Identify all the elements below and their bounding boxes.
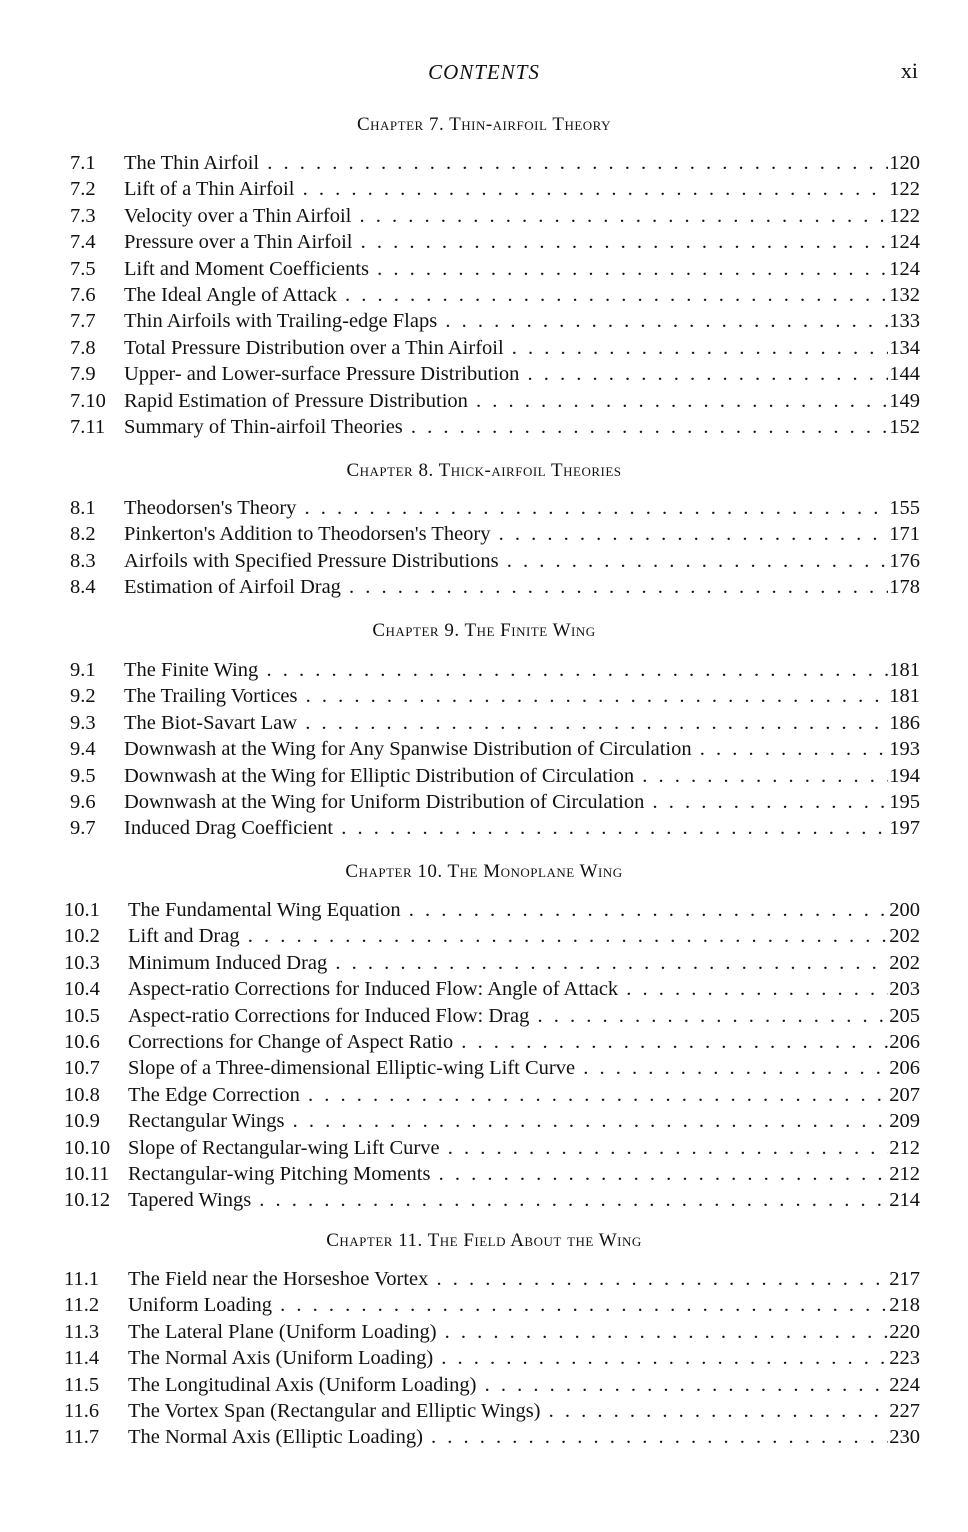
section-number: 8.2	[70, 523, 96, 546]
toc-entry	[0, 574, 968, 600]
toc-entry	[0, 1055, 968, 1081]
toc-entry	[0, 736, 968, 762]
toc-entry	[0, 1266, 968, 1292]
section-page: 124	[889, 231, 920, 254]
section-number: 11.5	[64, 1373, 100, 1396]
section-number: 9.2	[70, 685, 96, 708]
toc-entry	[0, 256, 968, 282]
section-number: 10.9	[64, 1110, 100, 1133]
toc-entry	[0, 950, 968, 976]
section-title: The Field near the Horseshoe Vortex . . .	[128, 1266, 888, 1292]
section-title: Slope of a Three-dimensional Elliptic-wing Lift Curve . . .	[128, 1055, 888, 1081]
section-page: 149	[889, 389, 920, 412]
section-page: 202	[889, 951, 920, 974]
section-title: The Edge Correction . . .	[128, 1082, 888, 1108]
section-number: 7.7	[70, 310, 96, 333]
section-page: 207	[889, 1083, 920, 1106]
section-number: 8.4	[70, 576, 96, 599]
toc-entry	[0, 976, 968, 1002]
toc-entry	[0, 789, 968, 815]
section-page: 178	[889, 576, 920, 599]
toc-entry	[0, 897, 968, 923]
section-title: The Ideal Angle of Attack . . .	[124, 282, 888, 308]
section-title: Tapered Wings . . .	[128, 1187, 888, 1213]
section-number: 9.5	[70, 764, 96, 787]
section-title: Pinkerton's Addition to Theodorsen's Theory . . .	[124, 521, 888, 547]
toc-entry	[0, 1082, 968, 1108]
chapter-heading: Chapter 11. The Field About the Wing	[326, 1230, 642, 1251]
toc-entry	[0, 1187, 968, 1213]
section-number: 7.5	[70, 257, 96, 280]
section-page: 218	[889, 1294, 920, 1317]
section-number: 10.4	[64, 978, 100, 1001]
section-page: 205	[889, 1004, 920, 1027]
section-number: 9.3	[70, 711, 96, 734]
section-page: 202	[889, 925, 920, 948]
section-title: Thin Airfoils with Trailing-edge Flaps . . .	[124, 308, 888, 334]
section-number: 7.9	[70, 363, 96, 386]
section-page: 132	[889, 283, 920, 306]
section-number: 7.11	[70, 415, 106, 438]
toc-entry	[0, 1292, 968, 1318]
section-number: 11.2	[64, 1294, 100, 1317]
section-title: Rapid Estimation of Pressure Distribution . . .	[124, 388, 888, 414]
section-page: 122	[889, 178, 920, 201]
section-number: 11.4	[64, 1347, 100, 1370]
section-number: 11.1	[64, 1268, 100, 1290]
toc-entry	[0, 521, 968, 547]
chapter-heading: Chapter 7. Thin-airfoil Theory	[356, 114, 612, 135]
toc-entry	[0, 495, 968, 521]
section-number: 10.12	[64, 1189, 111, 1212]
section-title: Airfoils with Specified Pressure Distributions . . .	[124, 548, 888, 574]
section-title: Total Pressure Distribution over a Thin Airfoil . . .	[124, 335, 888, 361]
section-title: Induced Drag Coefficient . . .	[124, 815, 888, 841]
section-page: 220	[889, 1320, 920, 1343]
section-title: Upper- and Lower-surface Pressure Distribution . . .	[124, 361, 888, 387]
section-title: The Normal Axis (Elliptic Loading) . . .	[128, 1424, 888, 1450]
toc-entry	[0, 1003, 968, 1029]
section-title: Velocity over a Thin Airfoil . . .	[124, 203, 888, 229]
section-page: 152	[889, 415, 920, 438]
chapter-heading: Chapter 8. Thick-airfoil Theories	[346, 460, 622, 481]
chapter-heading: Chapter 9. The Finite Wing	[372, 620, 596, 641]
section-title: Downwash at the Wing for Elliptic Distribution of Circulation . . .	[124, 763, 888, 789]
section-title: Theodorsen's Theory . . .	[124, 495, 888, 521]
section-number: 7.3	[70, 204, 96, 227]
chapter-entries	[0, 1266, 968, 1451]
section-title: Lift of a Thin Airfoil . . .	[124, 176, 888, 202]
toc-entry	[0, 1398, 968, 1424]
section-number: 11.6	[64, 1399, 100, 1422]
toc-entry	[0, 1108, 968, 1134]
section-number: 7.1	[70, 152, 96, 174]
section-number: 10.8	[64, 1083, 100, 1106]
section-page: 212	[889, 1136, 920, 1159]
section-page: 227	[889, 1399, 920, 1422]
section-page: 144	[889, 363, 920, 386]
section-page: 193	[889, 738, 920, 761]
section-page: 217	[889, 1268, 920, 1290]
toc-entry	[0, 815, 968, 841]
section-number: 9.4	[70, 738, 96, 761]
section-page: 214	[889, 1189, 920, 1212]
section-title: The Longitudinal Axis (Uniform Loading) . . .	[128, 1372, 888, 1398]
toc-entry	[0, 388, 968, 414]
page-number: xi	[900, 58, 918, 83]
section-number: 10.2	[64, 925, 100, 948]
section-title: The Biot-Savart Law . . .	[124, 710, 888, 736]
section-number: 7.2	[70, 178, 96, 201]
section-number: 10.1	[64, 899, 100, 921]
section-title: Pressure over a Thin Airfoil . . .	[124, 229, 888, 255]
toc-entry	[0, 1319, 968, 1345]
section-number: 8.1	[70, 497, 96, 519]
section-title: Aspect-ratio Corrections for Induced Flow: Drag . . .	[128, 1003, 888, 1029]
chapter-entries	[0, 897, 968, 1214]
section-title: The Trailing Vortices . . .	[124, 683, 888, 709]
section-number: 11.3	[64, 1320, 100, 1343]
toc-entry	[0, 282, 968, 308]
toc-entry	[0, 1345, 968, 1371]
section-title: Uniform Loading . . .	[128, 1292, 888, 1318]
section-page: 122	[889, 204, 920, 227]
section-number: 9.7	[70, 817, 96, 840]
section-number: 9.1	[70, 659, 96, 681]
toc-entry	[0, 548, 968, 574]
toc-entry	[0, 1029, 968, 1055]
section-number: 7.10	[70, 389, 106, 412]
section-page: 120	[889, 152, 920, 174]
toc-entry	[0, 710, 968, 736]
section-number: 10.5	[64, 1004, 100, 1027]
section-title: Downwash at the Wing for Uniform Distribution of Circulation . . .	[124, 789, 888, 815]
section-number: 10.11	[64, 1162, 110, 1185]
toc-entry	[0, 361, 968, 387]
toc-entry	[0, 657, 968, 683]
section-page: 203	[889, 978, 920, 1001]
toc-entry	[0, 414, 968, 440]
section-title: Summary of Thin-airfoil Theories . . .	[124, 414, 888, 440]
toc-entry	[0, 923, 968, 949]
section-page: 197	[889, 817, 920, 840]
toc-entry	[0, 150, 968, 176]
section-title: Rectangular Wings . . .	[128, 1108, 888, 1134]
toc-entry	[0, 1372, 968, 1398]
section-page: 186	[889, 711, 920, 734]
section-page: 181	[889, 685, 920, 708]
toc-entry	[0, 1135, 968, 1161]
section-page: 124	[889, 257, 920, 280]
toc-entry	[0, 1161, 968, 1187]
section-title: Downwash at the Wing for Any Spanwise Distribution of Circulation . . .	[124, 736, 888, 762]
section-page: 230	[889, 1426, 920, 1449]
section-number: 7.4	[70, 231, 96, 254]
toc-entry	[0, 763, 968, 789]
section-title: The Thin Airfoil . . .	[124, 150, 888, 176]
toc-entry	[0, 203, 968, 229]
section-number: 10.10	[64, 1136, 111, 1159]
chapter-entries	[0, 657, 968, 842]
section-page: 224	[889, 1373, 920, 1396]
section-page: 194	[889, 764, 920, 787]
chapter-heading: Chapter 10. The Monoplane Wing	[345, 861, 623, 882]
section-title: The Normal Axis (Uniform Loading) . . .	[128, 1345, 888, 1371]
section-page: 176	[889, 549, 920, 572]
section-page: 134	[889, 336, 920, 359]
section-page: 206	[889, 1030, 920, 1053]
section-page: 171	[889, 523, 920, 546]
page-header	[0, 58, 968, 88]
section-number: 7.8	[70, 336, 96, 359]
section-title: The Lateral Plane (Uniform Loading) . . .	[128, 1319, 888, 1345]
chapter-entries	[0, 150, 968, 440]
toc-entry	[0, 1424, 968, 1450]
section-title: The Finite Wing . . .	[124, 657, 888, 683]
section-page: 133	[889, 310, 920, 333]
toc-entry	[0, 335, 968, 361]
section-number: 9.6	[70, 790, 96, 813]
section-number: 8.3	[70, 549, 96, 572]
toc-entry	[0, 683, 968, 709]
section-title: Lift and Drag . . .	[128, 923, 888, 949]
section-title: Estimation of Airfoil Drag . . .	[124, 574, 888, 600]
toc-entry	[0, 176, 968, 202]
section-title: Slope of Rectangular-wing Lift Curve . . .	[128, 1135, 888, 1161]
section-number: 10.7	[64, 1057, 100, 1080]
section-page: 209	[889, 1110, 920, 1133]
section-number: 7.6	[70, 283, 96, 306]
section-title: Rectangular-wing Pitching Moments . . .	[128, 1161, 888, 1187]
toc-entry	[0, 229, 968, 255]
section-page: 195	[889, 790, 920, 813]
chapter-entries	[0, 495, 968, 601]
toc-entry	[0, 308, 968, 334]
section-title: The Vortex Span (Rectangular and Elliptic Wings) . . .	[128, 1398, 888, 1424]
section-title: Minimum Induced Drag . . .	[128, 950, 888, 976]
section-title: The Fundamental Wing Equation . . .	[128, 897, 888, 923]
section-title: Lift and Moment Coefficients . . .	[124, 256, 888, 282]
section-page: 155	[889, 497, 920, 519]
section-page: 200	[889, 899, 920, 921]
section-number: 10.6	[64, 1030, 100, 1053]
section-page: 212	[889, 1162, 920, 1185]
section-number: 11.7	[64, 1426, 100, 1449]
section-page: 206	[889, 1057, 920, 1080]
section-page: 181	[889, 659, 920, 681]
section-number: 10.3	[64, 951, 100, 974]
section-page: 223	[889, 1347, 920, 1370]
section-title: Corrections for Change of Aspect Ratio . . .	[128, 1029, 888, 1055]
section-title: Aspect-ratio Corrections for Induced Flow: Angle of Attack . . .	[128, 976, 888, 1002]
running-title: CONTENTS	[428, 60, 540, 84]
